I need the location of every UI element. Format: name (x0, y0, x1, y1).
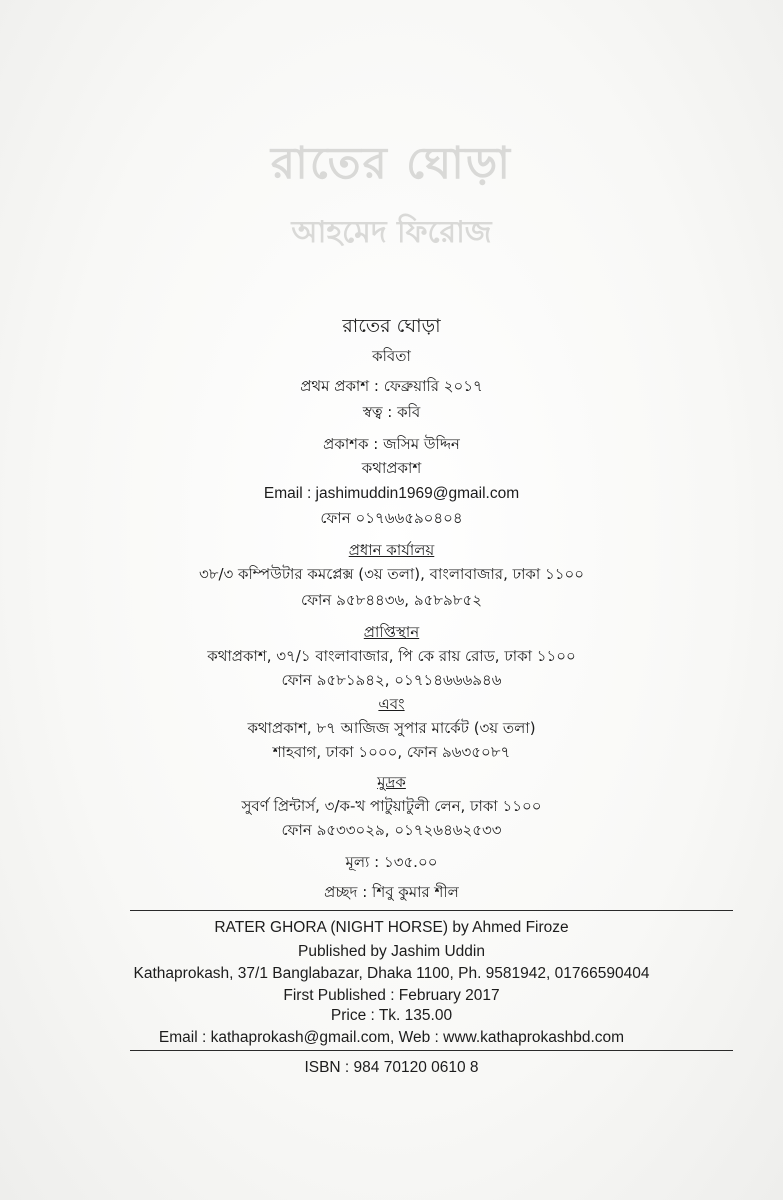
outlet1-phone: ফোন ৯৫৮১৯৪২, ০১৭১৪৬৬৬৯৪৬ (281, 671, 502, 689)
show-through-title: রাতের ঘোড়া (270, 138, 513, 189)
divider-bottom (130, 1050, 733, 1051)
book-genre: কবিতা (372, 347, 411, 365)
outlet1-address: কথাপ্রকাশ, ৩৭/১ বাংলাবাজার, পি কে রায় রোড, ঢাকা ১১০০ (207, 647, 576, 665)
show-through-author: আহমেদ ফিরোজ (291, 215, 492, 250)
publisher-phone: ফোন ০১৭৬৬৫৯০৪০৪ (320, 509, 463, 527)
isbn: ISBN : 984 70120 0610 8 (304, 1059, 479, 1076)
availability-heading: প্রাপ্তিস্থান (363, 623, 420, 641)
publisher-email: Email : jashimuddin1969@gmail.com (263, 485, 520, 502)
first-edition: প্রথম প্রকাশ : ফেব্রুয়ারি ২০১৭ (300, 377, 483, 395)
english-address-line: Kathaprokash, 37/1 Banglabazar, Dhaka 1100, Ph. 9581942, 01766590404 (133, 965, 650, 982)
divider-top (130, 910, 733, 911)
english-title-line: RATER GHORA (NIGHT HORSE) by Ahmed Firoze (214, 919, 569, 936)
price-bangla: মূল্য : ১৩৫.০০ (345, 853, 438, 871)
head-office-heading: প্রধান কার্যালয় (348, 541, 435, 559)
english-published-by: Published by Jashim Uddin (298, 943, 485, 960)
head-office-phone: ফোন ৯৫৮৪৪৩৬, ৯৫৮৯৮৫২ (301, 591, 482, 609)
outlet2-city-phone: শাহবাগ, ঢাকা ১০০০, ফোন ৯৬৩৫০৮৭ (272, 743, 511, 761)
head-office-address: ৩৮/৩ কম্পিউটার কমপ্লেক্স (৩য় তলা), বাংলাবাজার, ঢাকা ১১০০ (198, 565, 585, 583)
english-contact-line: Email : kathaprokash@gmail.com, Web : www.kathaprokashbd.com (158, 1029, 625, 1046)
cover-designer: প্রচ্ছদ : শিবু কুমার শীল (324, 883, 459, 901)
english-price: Price : Tk. 135.00 (330, 1007, 453, 1024)
english-first-published: First Published : February 2017 (283, 987, 500, 1004)
printer-heading: মুদ্রক (377, 773, 406, 791)
and-connector: এবং (378, 695, 405, 713)
publisher-house: কথাপ্রকাশ (361, 459, 422, 477)
book-title: রাতের ঘোড়া (342, 315, 441, 337)
publisher: প্রকাশক : জসিম উদ্দিন (323, 435, 460, 453)
copyright: স্বত্ব : কবি (362, 403, 421, 421)
printer-phone: ফোন ৯৫৩৩০২৯, ০১৭২৬৪৬২৫৩৩ (281, 821, 502, 839)
printer-address: সুবর্ণ প্রিন্টার্স, ৩/ক-খ পাটুয়াটুলী লেন, ঢাকা ১১০০ (241, 797, 542, 815)
outlet2-address: কথাপ্রকাশ, ৮৭ আজিজ সুপার মার্কেট (৩য় তলা) (247, 719, 536, 737)
